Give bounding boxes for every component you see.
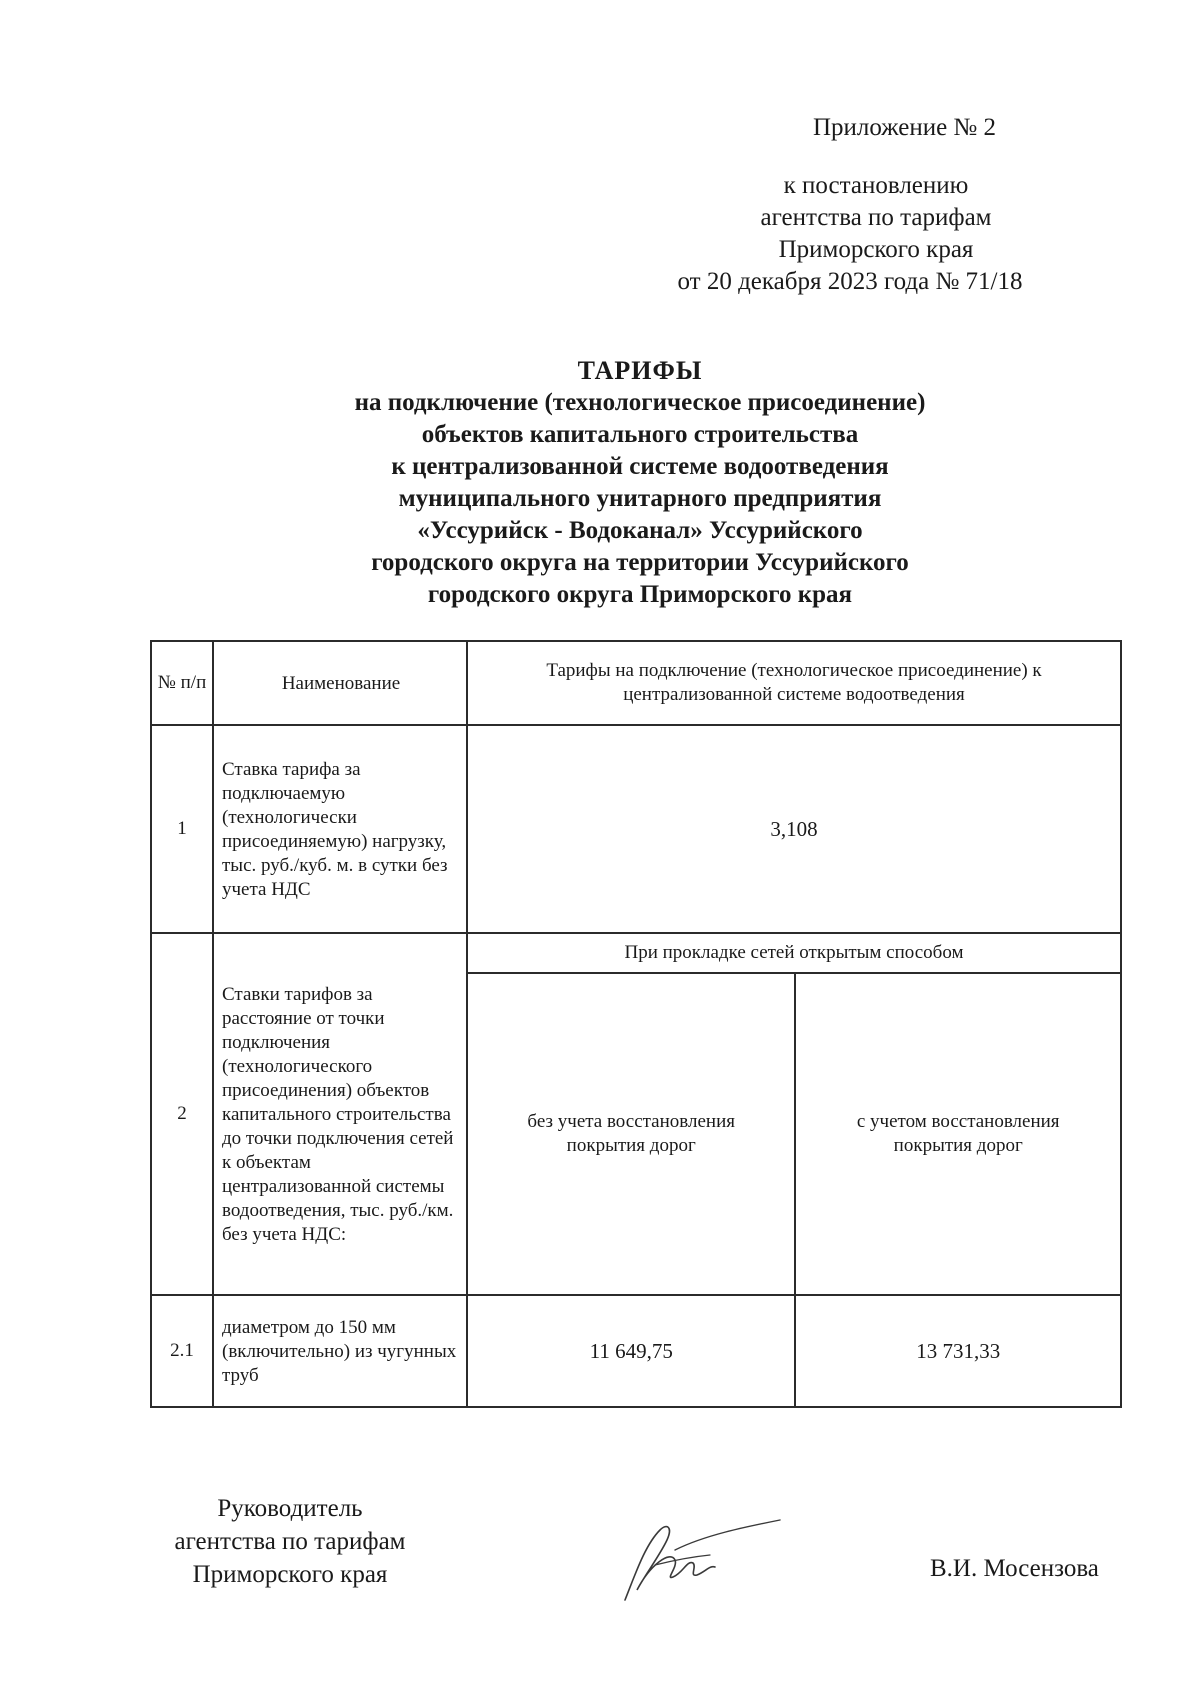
subheader-without-restoration: без учета восстановления покрытия дорог — [467, 973, 795, 1295]
title-line: объектов капитального строительства — [421, 421, 859, 448]
header-number: № п/п — [151, 641, 213, 725]
tariffs-table — [150, 640, 1122, 1408]
value-with-restoration: 13 731,33 — [795, 1295, 1121, 1407]
document-title — [150, 355, 1130, 611]
title-line: городского округа на территории Уссурийского — [371, 549, 909, 576]
row-number: 2.1 — [151, 1295, 213, 1407]
signer-name: В.И. Мосензова — [930, 1555, 1099, 1582]
appendix-heading: Приложение № 2 — [813, 114, 997, 141]
title-line: городского округа Приморского края — [427, 581, 853, 608]
row-number: 2 — [151, 933, 213, 1295]
appendix-line: от 20 декабря 2023 года № 71/18 — [677, 268, 1023, 295]
row-name: диаметром до 150 мм (включительно) из чугунных труб — [213, 1295, 467, 1407]
row-name: Ставки тарифов за расстояние от точки подключения (технологического присоединения) объектов капитального строительства до точки подключения сетей к объектам централизованной системы водоотведения, тыс. руб./км. без учета НДС: — [213, 933, 467, 1295]
appendix-block — [677, 112, 1120, 298]
handwritten-signature — [615, 1505, 785, 1615]
row-number: 1 — [151, 725, 213, 933]
header-name: Наименование — [213, 641, 467, 725]
title-line: муниципального унитарного предприятия — [398, 485, 882, 512]
title-line: к централизованной системе водоотведения — [391, 453, 889, 480]
table-row — [151, 933, 1121, 973]
table-header-row — [151, 641, 1121, 725]
row-name: Ставка тарифа за подключаемую (технологически присоединяемую) нагрузку, тыс. руб./куб. м. в сутки без учета НДС — [213, 725, 467, 933]
table-row — [151, 725, 1121, 933]
group-label: При прокладке сетей открытым способом — [467, 933, 1121, 973]
title-line: ТАРИФЫ — [577, 356, 703, 385]
appendix-line: Приморского края — [778, 236, 974, 263]
value-without-restoration: 11 649,75 — [467, 1295, 795, 1407]
title-line: «Уссурийск - Водоканал» Уссурийского — [417, 517, 863, 544]
table-row — [151, 1295, 1121, 1407]
appendix-line: агентства по тарифам — [760, 204, 992, 231]
title-line: на подключение (технологическое присоединение) — [354, 389, 926, 416]
role-line: агентства по тарифам — [174, 1528, 406, 1555]
header-tariffs: Тарифы на подключение (технологическое присоединение) к централизованной системе водоотведения — [467, 641, 1121, 725]
role-line: Руководитель — [217, 1495, 363, 1522]
appendix-line: к постановлению — [783, 172, 969, 199]
subheader-with-restoration: с учетом восстановления покрытия дорог — [795, 973, 1121, 1295]
signatory-role — [150, 1492, 430, 1591]
role-line: Приморского края — [192, 1561, 388, 1588]
row-value: 3,108 — [467, 725, 1121, 933]
